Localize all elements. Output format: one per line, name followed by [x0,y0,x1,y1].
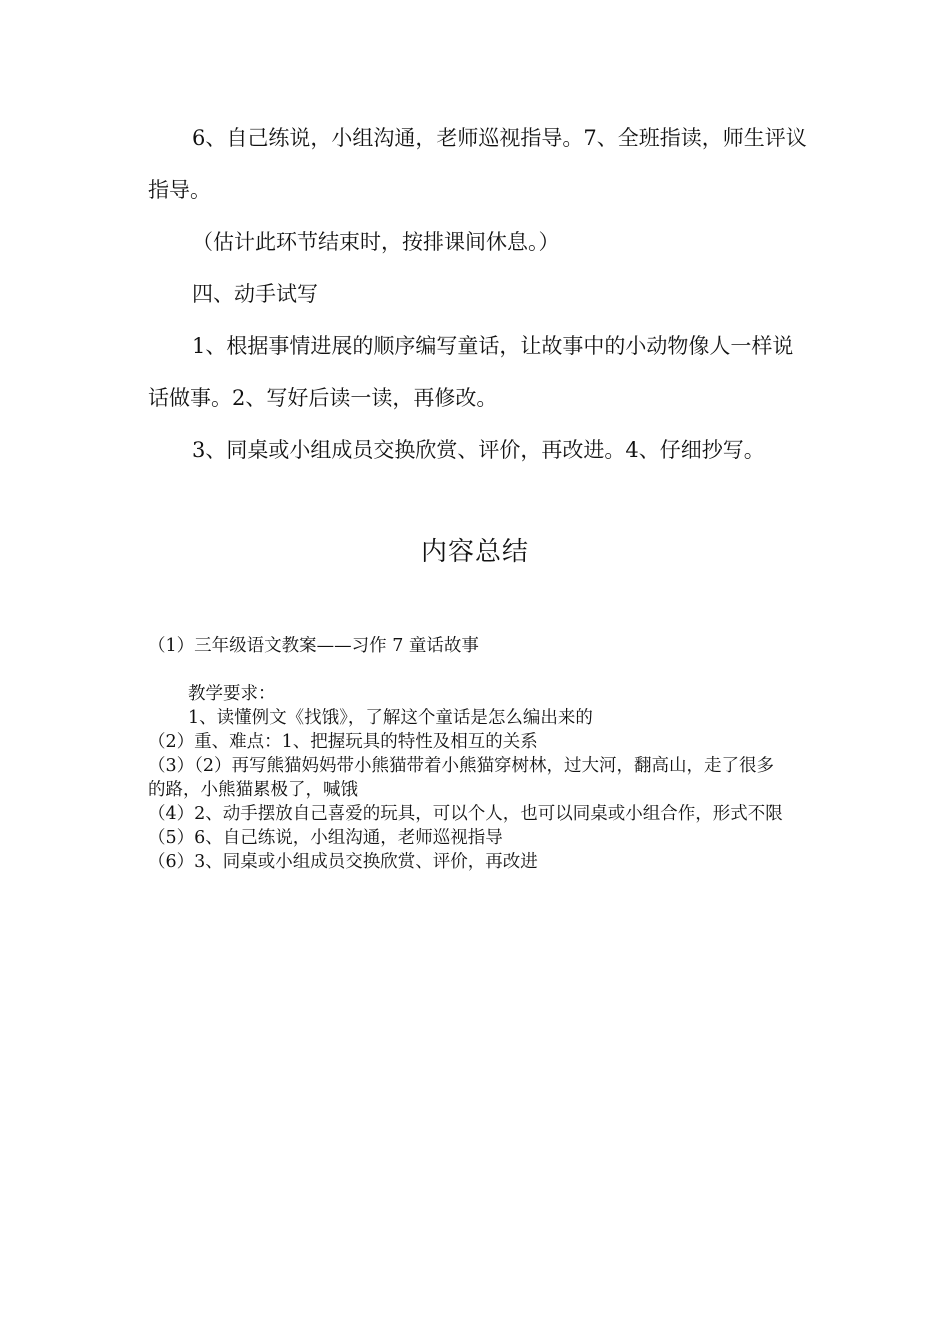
paragraph-break-note: （估计此环节结束时，按排课间休息。） [192,230,560,254]
summary-item-4: （4）2、动手摆放自己喜爱的玩具，可以个人，也可以同桌或小组合作，形式不限 [148,804,783,824]
paragraph-peer-review: 3、同桌或小组成员交换欣赏、评价，再改进。4、仔细抄写。 [192,438,765,462]
paragraph-practice-speaking: 6、自己练说，小组沟通，老师巡视指导。7、全班指读，师生评议指导。 [148,126,807,202]
summary-title: 内容总结 [420,537,529,567]
summary-item-3: （3）（2）再写熊猫妈妈带小熊猫带着小熊猫穿树林，过大河，翻高山，走了很多的路，小熊猫累极了，喊饿 [148,756,775,800]
summary-item-2: （2）重、难点：1、把握玩具的特性及相互的关系 [148,732,538,752]
summary-requirement-1: 1、读懂例文《找饿》，了解这个童话是怎么编出来的 [188,708,593,728]
summary-item-5: （5）6、自己练说，小组沟通，老师巡视指导 [148,828,503,848]
section-heading-try-writing: 四、动手试写 [192,282,318,306]
paragraph-write-story: 1、根据事情进展的顺序编写童话，让故事中的小动物像人一样说话做事。2、写好后读一读，再修改。 [148,334,794,410]
summary-item-6: （6）3、同桌或小组成员交换欣赏、评价，再改进 [148,852,538,872]
summary-requirements-label: 教学要求： [188,684,276,704]
summary-item-1: （1）三年级语文教案——习作 7 童话故事 [148,636,479,656]
summary-list [148,634,788,874]
